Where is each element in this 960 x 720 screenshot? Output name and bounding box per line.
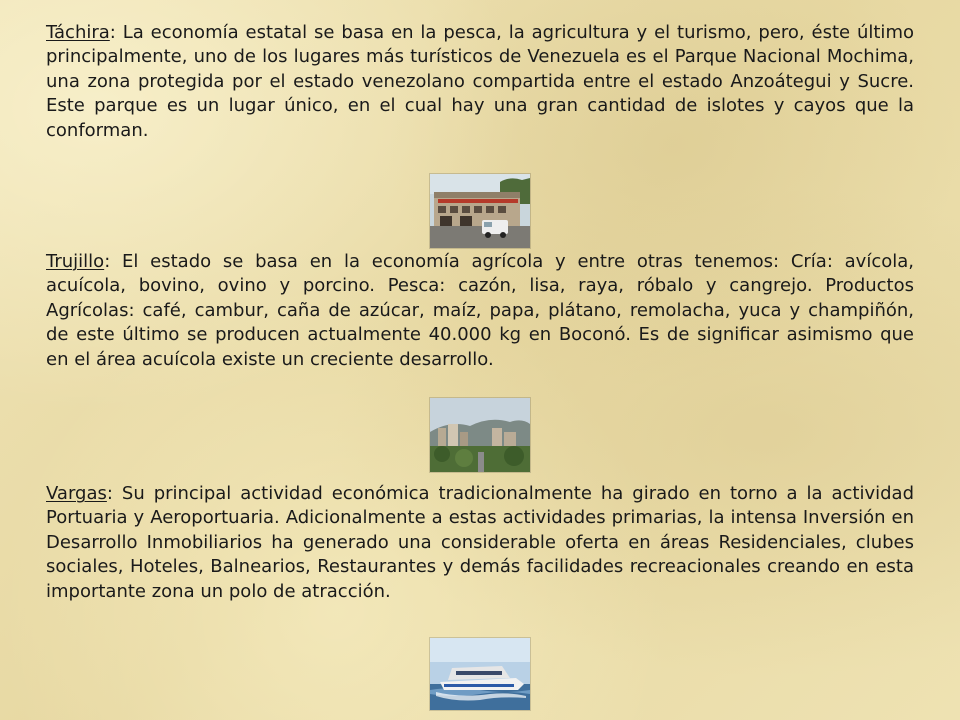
city-photo	[430, 398, 530, 472]
separator: :	[109, 22, 123, 43]
paragraph-text-trujillo: El estado se basa en la economía agrícola y entre otras tenemos: Cría: avícola, acuícola, bovino, ovino y porcino. Pesca: cazón, lisa, raya, róbalo y cangrejo. Productos Agrícolas: café, cambur, caña de azúcar, maíz, papa, plátano, remolacha, yuca y champiñón, de este último se producen actualmente 40.000 kg en Boconó. Es de significar asimismo que en el área acuícola existe un creciente desarrollo.	[46, 251, 914, 370]
state-name-tachira: Táchira	[46, 22, 110, 43]
paragraph-tachira	[46, 21, 914, 143]
separator: :	[106, 483, 122, 504]
state-name-trujillo: Trujillo	[46, 251, 105, 272]
paragraph-vargas	[46, 482, 914, 604]
paragraph-text-tachira: La economía estatal se basa en la pesca, la agricultura y el turismo, pero, éste último principalmente, uno de los lugares más turísticos de Venezuela es el Parque Nacional Mochima, una zona protegida por el estado venezolano compartida entre el estado Anzoátegui y Sucre. Este parque es un lugar único, en el cual hay una gran cantidad de islotes y cayos que la conforman.	[46, 22, 914, 141]
state-name-vargas: Vargas	[46, 483, 107, 504]
paragraph-text-vargas: Su principal actividad económica tradicionalmente ha girado en torno a la actividad Portuaria y Aeroportuaria. Adicionalmente a estas actividades primarias, la intensa Inversión en Desarrollo Inmobiliarios ha generado una considerable oferta en áreas Residenciales, clubes sociales, Hoteles, Balnearios, Restaurantes y demás facilidades recreacionales creando en esta importante zona un polo de atracción.	[46, 483, 914, 602]
separator: :	[104, 251, 123, 272]
paragraph-trujillo	[46, 250, 914, 372]
ferry-photo	[430, 638, 530, 710]
building-photo	[430, 174, 530, 248]
